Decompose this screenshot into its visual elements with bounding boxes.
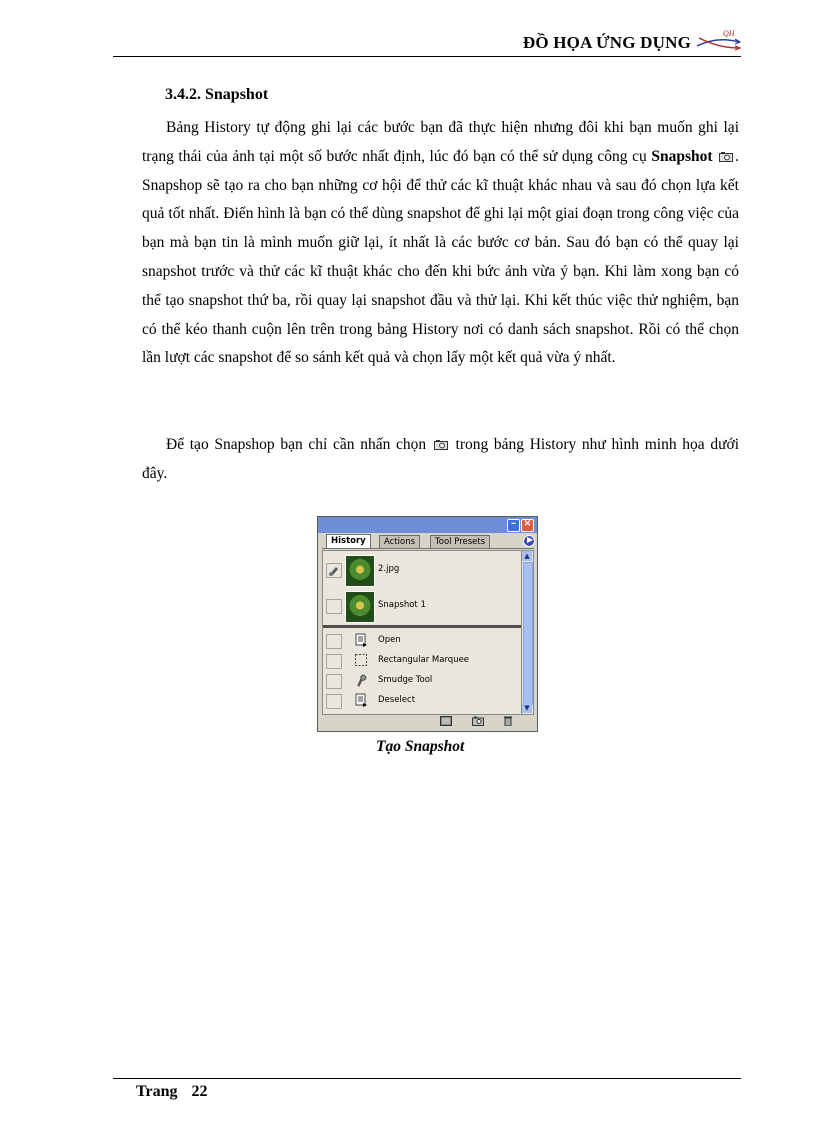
page-header bbox=[113, 28, 741, 57]
history-brush-source-box[interactable] bbox=[326, 674, 342, 689]
trash-icon[interactable] bbox=[502, 716, 514, 726]
camera-icon bbox=[719, 151, 733, 162]
history-list bbox=[322, 550, 523, 715]
header-title: ĐỒ HỌA ỨNG DỤNG bbox=[522, 33, 691, 52]
history-brush-source-box[interactable] bbox=[326, 599, 342, 614]
qh-arrows-logo-icon bbox=[695, 28, 741, 52]
section-title: 3.4.2. Snapshot bbox=[165, 86, 269, 103]
snapshot-row-snapshot1[interactable] bbox=[323, 589, 522, 625]
svg-text:QH: QH bbox=[723, 29, 735, 38]
document-icon bbox=[354, 633, 368, 647]
history-brush-source-box[interactable] bbox=[326, 654, 342, 669]
new-document-from-state-icon[interactable] bbox=[440, 716, 452, 726]
snapshot-separator bbox=[323, 625, 522, 628]
marquee-icon bbox=[354, 653, 368, 667]
history-brush-icon bbox=[327, 564, 341, 577]
snapshot-thumbnail bbox=[345, 555, 375, 587]
panel-menu-button[interactable]: ▶ bbox=[523, 535, 535, 547]
tab-tool-presets[interactable]: Tool Presets bbox=[430, 535, 490, 548]
scroll-down-icon[interactable]: ▼ bbox=[522, 703, 532, 713]
panel-bottom-bar bbox=[322, 714, 534, 729]
history-step-row[interactable] bbox=[323, 671, 522, 691]
history-scrollbar[interactable] bbox=[521, 550, 534, 715]
snapshot-label: Snapshot 1 bbox=[378, 600, 426, 610]
snapshot-row-2jpg[interactable] bbox=[323, 553, 522, 589]
scroll-up-icon[interactable]: ▲ bbox=[522, 551, 532, 561]
snapshot-label: 2.jpg bbox=[378, 564, 400, 574]
paragraph-2-text-a: Để tạo Snapshop bạn chỉ cần nhấn chọn bbox=[166, 436, 432, 453]
figure-caption: Tạo Snapshot bbox=[376, 738, 465, 755]
tab-actions[interactable]: Actions bbox=[379, 535, 420, 548]
create-snapshot-icon[interactable] bbox=[472, 716, 484, 726]
scroll-thumb[interactable] bbox=[523, 562, 533, 705]
history-step-row[interactable] bbox=[323, 631, 522, 651]
history-step-label: Open bbox=[378, 635, 401, 645]
document-icon bbox=[354, 693, 368, 707]
history-brush-source-box[interactable] bbox=[326, 634, 342, 649]
paragraph-1-text-a: Bảng History tự động ghi lại các bước bạn đã thực hiện nhưng đôi khi bạn muốn ghi lại trạng thái của ảnh tại một số bước nhất định, lúc đó bạn có thể sử dụng công cụ bbox=[142, 119, 739, 165]
history-brush-source-box[interactable] bbox=[326, 694, 342, 709]
history-step-label: Rectangular Marquee bbox=[378, 655, 470, 665]
footer-label: Trang bbox=[136, 1083, 178, 1100]
snapshot-thumbnail bbox=[345, 591, 375, 623]
history-step-label: Deselect bbox=[378, 695, 416, 705]
history-step-label: Smudge Tool bbox=[378, 675, 433, 685]
history-step-row[interactable] bbox=[323, 691, 522, 711]
page-footer bbox=[136, 1083, 207, 1101]
body-paragraph-1 bbox=[142, 114, 739, 373]
panel-tab-bar bbox=[322, 534, 534, 549]
history-brush-source-box[interactable] bbox=[326, 563, 342, 578]
history-panel-screenshot bbox=[317, 516, 538, 732]
page-number: 22 bbox=[191, 1083, 208, 1100]
paragraph-1-text-b: . Snapshop sẽ tạo ra cho bạn những cơ hội để thử các kĩ thuật khác nhau và sau đó chọn lựa kết quả tốt nhất. Điển hình là bạn có thể dùng snapshot để ghi lại một giai đoạn trong công việc của bạn mà bạn tin là mình muốn giữ lại, ít nhất là các bước cơ bản. Sau đó bạn có thể quay lại snapshot trước và thử các kĩ thuật khác cho đến khi bức ảnh vừa ý bạn. Khi làm xong bạn có thể tạo snapshot thứ ba, rồi quay lại snapshot đầu và thử lại. Khi kết thúc việc thử nghiệm, bạn có thể kéo thanh cuộn lên trên trong bảng History nơi có danh sách snapshot. Rồi có thể chọn lần lượt các snapshot để so sánh kết quả và chọn lấy một kết quả vừa ý nhất. bbox=[142, 147, 739, 367]
paragraph-2-text-b: trong bảng History như hình minh họa dưới đây. bbox=[142, 436, 739, 482]
history-step-row[interactable] bbox=[323, 651, 522, 671]
footer-divider bbox=[113, 1078, 741, 1079]
tab-history[interactable]: History bbox=[326, 534, 371, 548]
camera-icon bbox=[434, 439, 448, 450]
body-paragraph-2 bbox=[142, 431, 739, 489]
panel-title-bar bbox=[318, 517, 537, 533]
snapshot-term: Snapshot bbox=[651, 147, 713, 165]
minimize-button[interactable]: – bbox=[507, 519, 520, 532]
close-button[interactable]: × bbox=[521, 519, 534, 532]
smudge-icon bbox=[354, 673, 368, 687]
